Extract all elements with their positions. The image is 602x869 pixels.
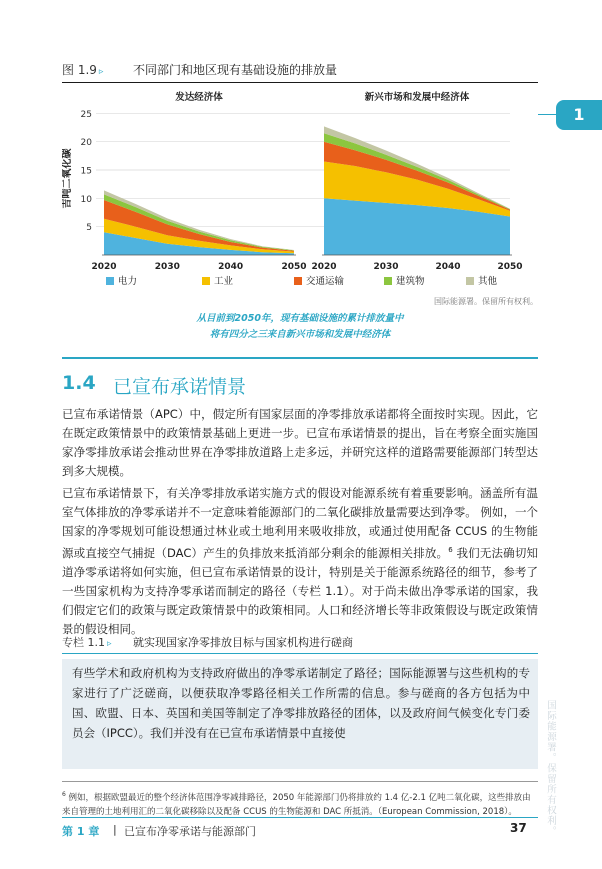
emissions-chart: [62, 88, 538, 296]
box-rule: [62, 653, 538, 654]
box-title: 就实现国家净零排放目标与国家机构进行磋商: [133, 636, 353, 649]
paragraph-2-continuation: 我们无法确切知道净零承诺将如何实施，但已宣布承诺情景的设计，特别是关于能源系统路径的细节，参考了一些国家机构为支持净零承诺而制定的路径（专栏 1.1）。对于尚未做出净零承诺的国家，我们假定它们的政策与既定政策情景中的政策相同。人口和经济增长等非政策假设与既定政策情景的假设相同。: [62, 545, 539, 636]
footer-title[interactable]: 已宣布净零承诺与能源部门: [124, 825, 256, 838]
y-tick-label: 15: [80, 166, 92, 177]
legend-swatch: [106, 277, 114, 285]
legend-swatch: [294, 277, 302, 285]
legend-label: 交通运输: [306, 276, 345, 287]
x-tick-label: 2030: [154, 262, 180, 272]
figure-source: 国际能源署。保留所有权利。: [434, 297, 538, 306]
section-number: 1.4: [62, 372, 96, 394]
footnote-reference[interactable]: 6: [448, 546, 453, 554]
legend-label: 建筑物: [396, 276, 425, 287]
legend-label: 工业: [214, 276, 234, 287]
paragraph-2-body: 已宣布承诺情景下，有关净零排放承诺实施方式的假设对能源系统有着重要影响。涵盖所有温室气体排放的净零承诺并不一定意味着能源部门的二氧化碳排放量需要达到净零。 例如，一个国家的净零规划可能设想通过林业或土地利用来吸收排放，或通过使用配备 CCUS 的生物能源或直接空气捕捉（DAC）产生的负排放来抵消部分剩余的能源相关排放。: [62, 486, 538, 560]
y-tick-label: 20: [80, 138, 92, 149]
footer-separator: |: [113, 823, 117, 836]
figure-caption-line-2: 将有四分之三来自新兴市场和发展中经济体: [209, 329, 391, 340]
triangle-arrow-icon: ▹: [107, 639, 112, 649]
paragraph-1-text: 已宣布承诺情景（APC）中，假定所有国家层面的净零排放承诺都将全面按时实现。因此，它在既定政策情景中的政策情景基础上更进一步。已宣布承诺情景的提出，旨在考察全面实施国家净零排放承诺会推动世界在净零排放道路上走多远，并研究这样的道路需要能源部门转型达到多大规模。: [62, 407, 538, 478]
figure-caption: [90, 311, 510, 343]
page-number: 37: [510, 821, 527, 835]
figure-caption-line-1: 从目前到2050年，现有基础设施的累计排放量中: [196, 313, 404, 324]
x-tick-label: 2020: [91, 262, 117, 272]
x-tick-label: 2050: [497, 262, 523, 272]
legend-label: 其他: [478, 276, 498, 287]
legend-swatch: [202, 277, 210, 285]
footnote-text: 例如，根据欧盟最近的整个经济体范围净零减排路径，2050 年能源部门仍将排放约 1.4 亿-2.1 亿吨二氧化碳，这些排放由来自管理的土地利用汇的二氧化碳移除以及配备 CCUS 的生物能源和 DAC 所抵消。（European Commission, 2018）。: [62, 792, 531, 817]
chapter-tab-connector: [538, 114, 556, 115]
panel-title: 发达经济体: [175, 92, 223, 103]
section-title: 已宣布承诺情景: [113, 376, 247, 398]
panel-title: 新兴市场和发展中经济体: [364, 92, 470, 103]
box-text: 有些学术和政府机构为支持政府做出的净零承诺制定了路径；国际能源署与这些机构的专家进行了广泛磋商，以便获取净零路径相关工作所需的信息。参与磋商的各方包括为中国、欧盟、日本、英国和美国等制定了净零排放路径的团体，以及政府间气候变化专门委员会（IPCC）。我们并没有在已宣布承诺情景中直接使: [72, 666, 530, 740]
x-tick-label: 2040: [218, 262, 244, 272]
footnote: [62, 788, 538, 819]
y-tick-label: 25: [80, 109, 92, 120]
y-tick-label: 5: [86, 223, 92, 234]
y-axis-label: 吉吨二氧化碳: [62, 148, 73, 209]
box-label: 专栏 1.1 ▹: [62, 636, 112, 649]
watermark: 国际能源署。保留所有权利。: [545, 700, 556, 837]
legend-swatch: [466, 277, 474, 285]
legend-swatch: [384, 277, 392, 285]
footer-chapter[interactable]: 第 1 章: [62, 825, 100, 838]
figure-title: 不同部门和地区现有基础设施的排放量: [133, 63, 338, 77]
footnote-number: 6: [62, 791, 66, 798]
paragraph-1: [62, 405, 538, 481]
x-tick-label: 2030: [373, 262, 399, 272]
figure-label: 图 1.9 ▹: [62, 63, 104, 77]
chapter-tab[interactable]: 1: [556, 100, 602, 130]
y-tick-label: 10: [80, 194, 92, 205]
figure-rule: [62, 82, 538, 83]
triangle-arrow-icon: ▹: [98, 67, 104, 77]
footnote-rule: [62, 781, 538, 782]
footer-rule: [62, 817, 538, 818]
x-tick-label: 2040: [435, 262, 461, 272]
x-tick-label: 2050: [281, 262, 307, 272]
paragraph-2-text: [62, 484, 538, 639]
legend-label: 电力: [118, 276, 138, 287]
paragraph-2: [62, 484, 538, 639]
section-rule: [62, 357, 538, 359]
x-tick-label: 2020: [311, 262, 337, 272]
